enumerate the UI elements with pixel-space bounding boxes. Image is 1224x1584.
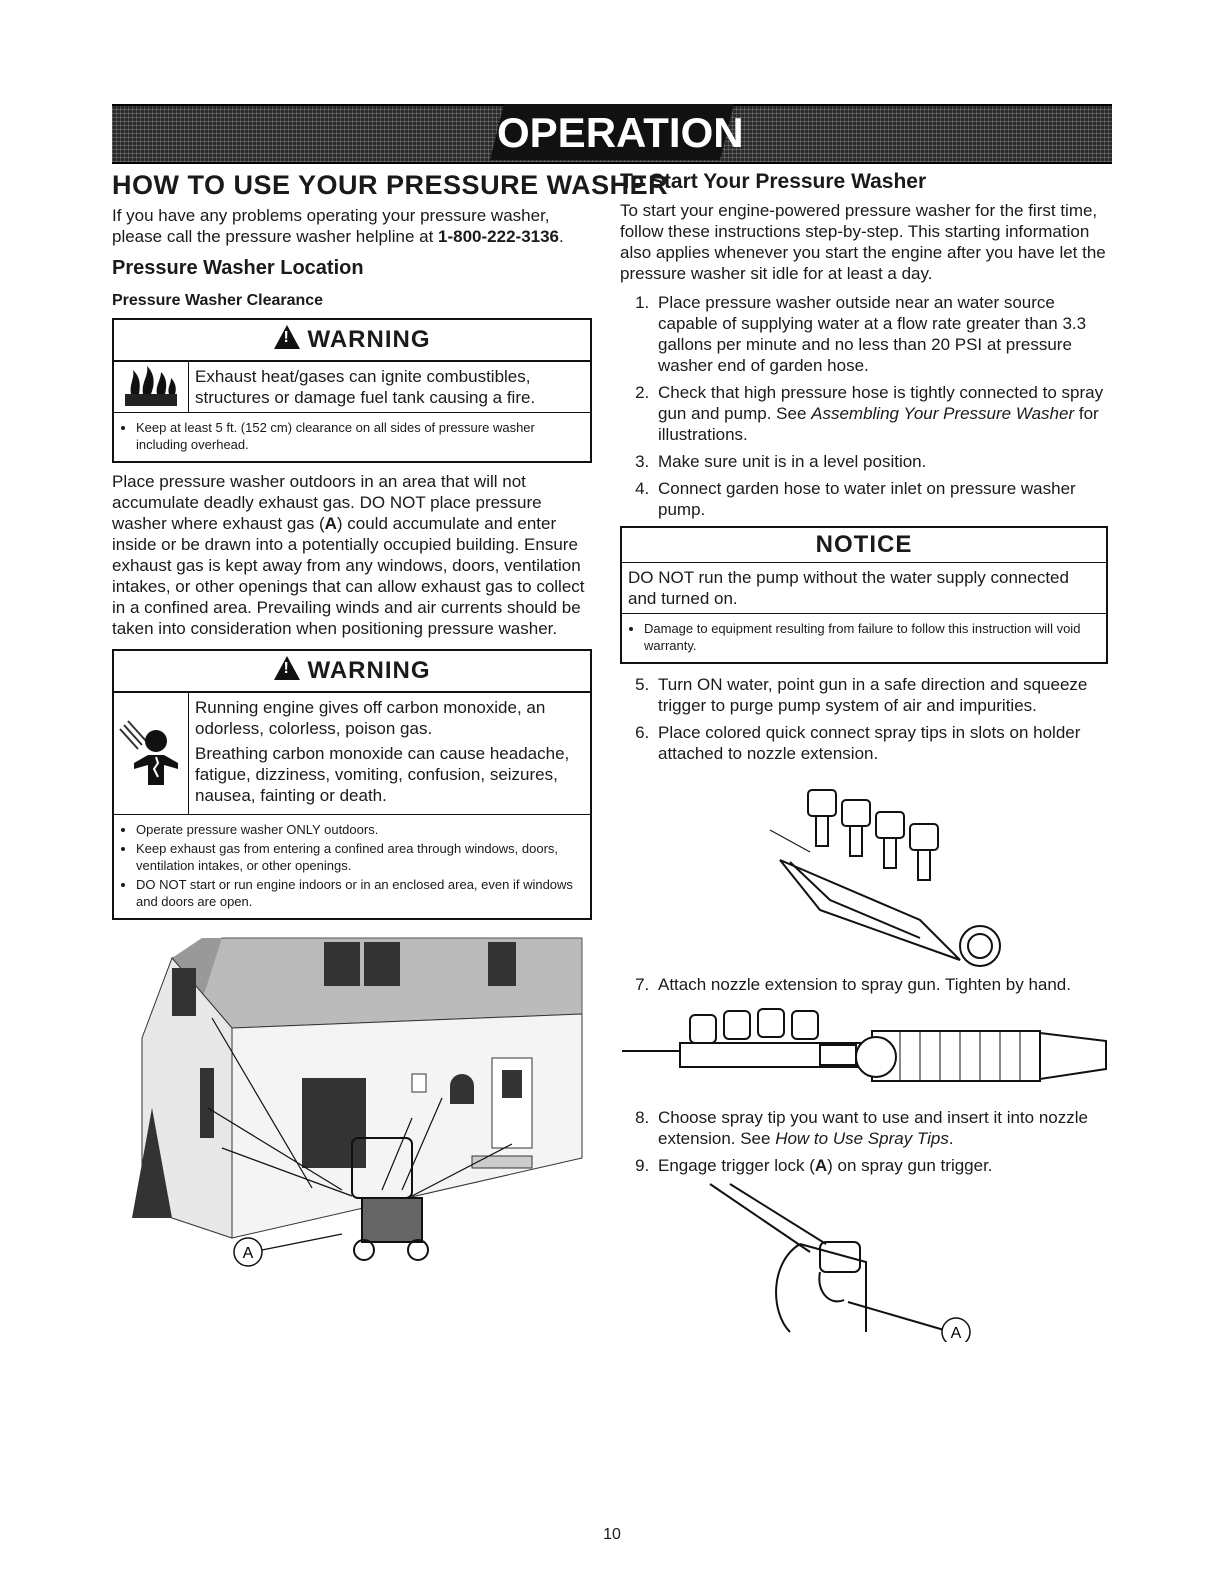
banner-title: OPERATION: [497, 109, 744, 156]
spray-tip-holder-illustration: [620, 770, 1108, 970]
steps-list-2: [620, 674, 1108, 764]
warning-triangle-icon: [274, 656, 300, 680]
warning-text: [189, 693, 590, 814]
step-6: 6. Place colored quick connect spray tips in slots on holder attached to nozzle extension.: [654, 722, 1108, 764]
notice-bullet: • Damage to equipment resulting from failure to follow this instruction will void warranty.: [644, 620, 1100, 654]
right-column: [620, 170, 1108, 1342]
notice-bullets: [622, 614, 1106, 662]
intro-text: If you have any problems operating your pressure washer, please call the pressure washer helpline at: [112, 206, 550, 246]
warning-header: [114, 320, 590, 362]
step-9-text: Engage trigger lock (: [658, 1156, 815, 1175]
step-8-reference: How to Use Spray Tips: [775, 1129, 949, 1148]
step-2-text-end: for illustrations.: [658, 404, 1099, 444]
step-8: [654, 1107, 1108, 1149]
notice-box: [620, 526, 1108, 664]
nozzle-extension-illustration: [620, 1001, 1108, 1101]
fire-hazard-icon: [114, 362, 189, 412]
warning-label: WARNING: [307, 326, 431, 353]
step-8-text: Choose spray tip you want to use and insert it into nozzle extension. See: [658, 1108, 1088, 1148]
notice-text: DO NOT run the pump without the water supply connected and turned on.: [622, 563, 1106, 614]
warning-label: WARNING: [307, 657, 431, 684]
step-7: 7. Attach nozzle extension to spray gun. Tighten by hand.: [654, 974, 1108, 995]
intro-paragraph: [112, 205, 592, 247]
section-heading: HOW TO USE YOUR PRESSURE WASHER: [112, 170, 669, 200]
warning-bullet: • Keep at least 5 ft. (152 cm) clearance on all sides of pressure washer including overhead.: [136, 419, 584, 453]
warning-main: [114, 693, 590, 815]
spray-gun-trigger-illustration: [620, 1182, 1108, 1342]
start-heading: To Start Your Pressure Washer: [620, 170, 927, 193]
warning-text-2: Breathing carbon monoxide can cause headache, fatigue, dizziness, vomiting, confusion, seizures, nausea, fainting or death.: [195, 744, 570, 805]
placement-text-1: Place pressure washer outdoors in an area that will not accumulate deadly exhaust gas. DO NOT place pressure washer where exhaust gas (: [112, 472, 542, 533]
page-number: 10: [603, 1526, 621, 1543]
warning-header: [114, 651, 590, 693]
warning-bullets: [114, 413, 590, 461]
warning-bullet: • Keep exhaust gas from entering a confined area through windows, doors, ventilation intakes, or other openings.: [136, 840, 584, 874]
step-4: 4. Connect garden hose to water inlet on pressure washer pump.: [654, 478, 1108, 520]
clearance-heading: Pressure Washer Clearance: [112, 292, 324, 309]
helpline-number: 1-800-222-3136: [438, 227, 560, 246]
step-9-text-end: ) on spray gun trigger.: [827, 1156, 993, 1175]
warning-bullet: • DO NOT start or run engine indoors or in an enclosed area, even if windows and doors are open.: [136, 876, 584, 910]
toxic-fumes-icon: [114, 693, 189, 814]
step-1: 1. Place pressure washer outside near an water source capable of supplying water at a flow rate greater than 3.3 gallons per minute and no less than 20 PSI at pressure washer end of garden hose.: [654, 292, 1108, 376]
start-intro: To start your engine-powered pressure washer for the first time, follow these instructions step-by-step. This starting information also applies whenever you start the engine after you have let the pressure washer sit idle for at least a day.: [620, 201, 1106, 283]
step-9: [654, 1155, 1108, 1176]
step-3: 3. Make sure unit is in a level position.: [654, 451, 1108, 472]
step-2: [654, 382, 1108, 445]
placement-paragraph: [112, 471, 592, 639]
warning-bullet: • Operate pressure washer ONLY outdoors.: [136, 821, 584, 838]
location-heading: Pressure Washer Location: [112, 257, 364, 279]
warning-triangle-icon: [274, 325, 300, 349]
placement-label: A: [324, 514, 337, 533]
notice-header: NOTICE: [622, 528, 1106, 563]
house-placement-illustration: [112, 928, 592, 1288]
step-2-text: Check that high pressure hose is tightly connected to spray gun and pump. See: [658, 383, 1104, 423]
warning-text: Exhaust heat/gases can ignite combustibles, structures or damage fuel tank causing a fire.: [195, 367, 536, 407]
step-9-label: A: [814, 1156, 828, 1175]
steps-list-1: [620, 292, 1108, 520]
step-5: 5. Turn ON water, point gun in a safe direction and squeeze trigger to purge pump system of air and impurities.: [654, 674, 1108, 716]
placement-text-2: ) could accumulate and enter inside or be drawn into a potentially occupied building. Ensure exhaust gas is kept away from any windows, doors, ventilation intakes, or other openings that can allow exhaust gas to collect in a confined area. Prevailing winds and air currents should be taken into consideration when positioning pressure washer.: [112, 514, 585, 638]
warning-box-fire: [112, 318, 592, 463]
figure-label-a: A: [242, 1245, 254, 1262]
steps-list-4: [620, 1107, 1108, 1176]
warning-main: [114, 362, 590, 413]
step-8-text-end: .: [948, 1129, 954, 1148]
intro-end: .: [559, 227, 564, 246]
warning-bullets: [114, 815, 590, 918]
figure-label-a: A: [950, 1325, 962, 1342]
step-2-reference: Assembling Your Pressure Washer: [811, 404, 1075, 423]
warning-box-carbon-monoxide: [112, 649, 592, 920]
left-column: [112, 170, 669, 1288]
warning-text-1: Running engine gives off carbon monoxide, an odorless, colorless, poison gas.: [195, 698, 546, 738]
steps-list-3: [620, 974, 1108, 995]
